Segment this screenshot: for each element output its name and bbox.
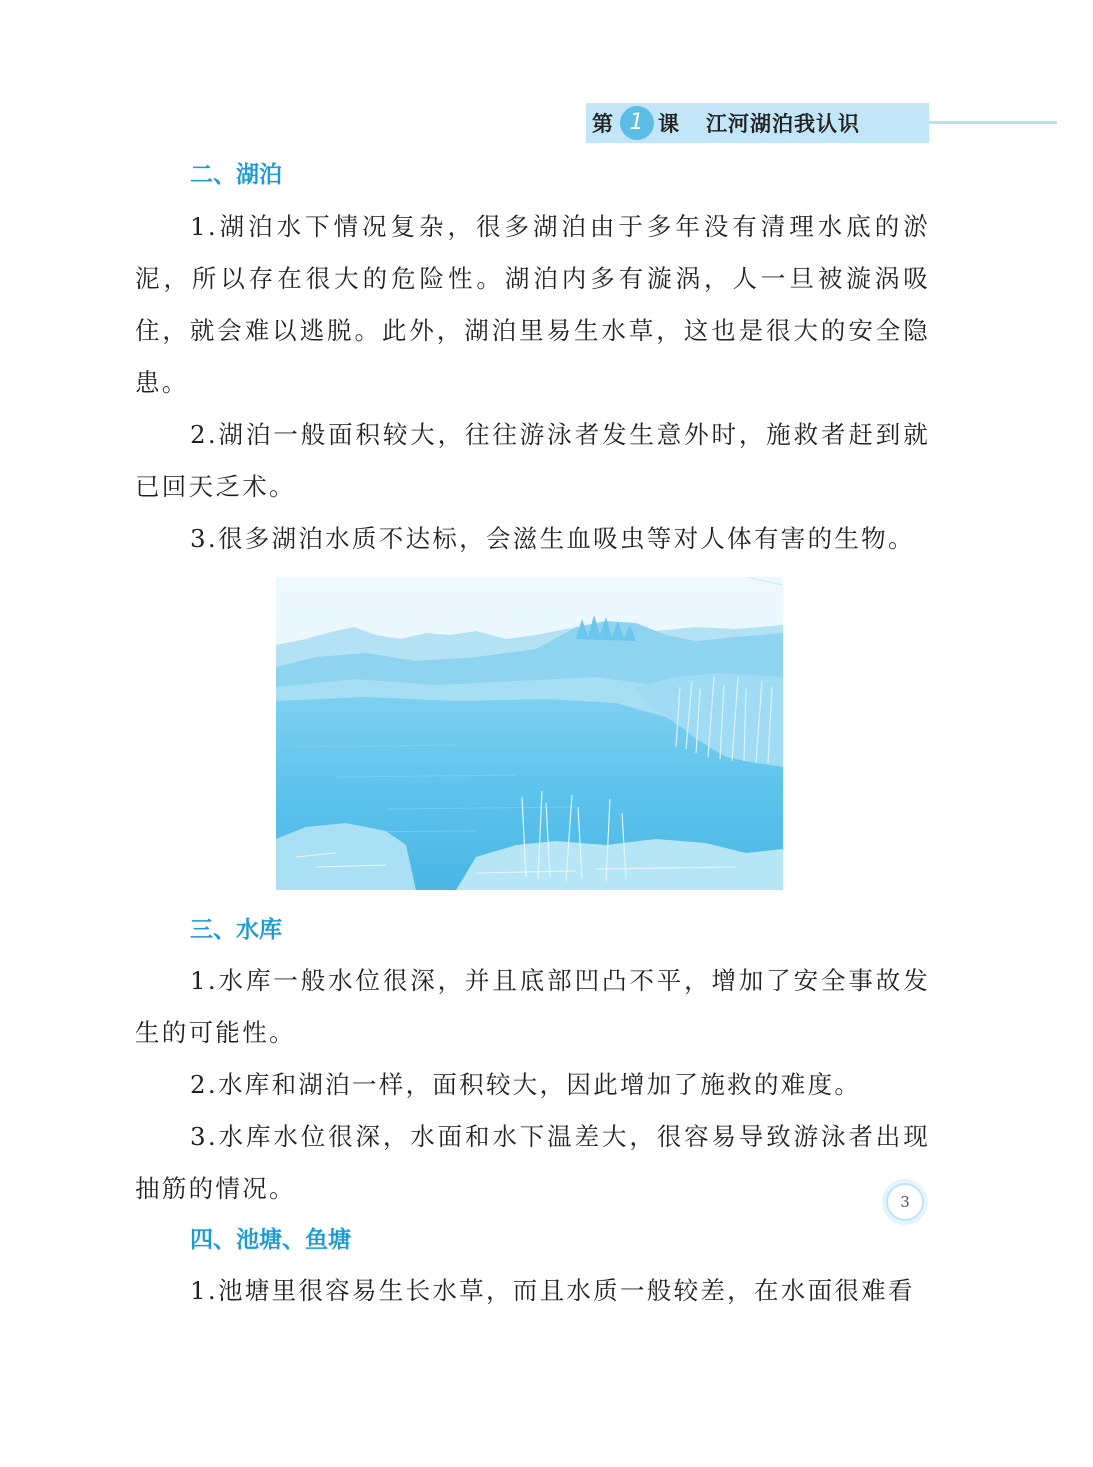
paragraph-lakes-2: 2.湖泊一般面积较大，往往游泳者发生意外时，施救者赶到就已回天乏术。: [135, 420, 930, 501]
section-heading-reservoirs: 三、水库: [190, 917, 282, 943]
page-number: 3: [886, 1183, 924, 1221]
lesson-prefix: 第: [592, 112, 614, 136]
paragraph-reservoirs-2: 2.水库和湖泊一样，面积较大，因此增加了施救的难度。: [190, 1070, 862, 1099]
lesson-suffix: 课: [658, 112, 680, 136]
paragraph-reservoirs-1: 1.水库一般水位很深，并且底部凹凸不平，增加了安全事故发生的可能性。: [135, 966, 930, 1047]
lesson-header: [592, 105, 860, 141]
lake-photo: [276, 577, 783, 890]
section-heading-ponds: 四、池塘、鱼塘: [190, 1227, 351, 1253]
paragraph-reservoirs-3: 3.水库水位很深，水面和水下温差大，很容易导致游泳者出现抽筋的情况。: [135, 1122, 930, 1203]
lesson-number-badge: 1: [620, 106, 654, 140]
header-rule: [929, 121, 1057, 124]
paragraph-lakes-1: 1.湖泊水下情况复杂，很多湖泊由于多年没有清理水底的淤泥，所以存在很大的危险性。湖泊内多有漩涡，人一旦被漩涡吸住，就会难以逃脱。此外，湖泊里易生水草，这也是很大的安全隐患。: [135, 212, 930, 397]
paragraph-lakes-3: 3.很多湖泊水质不达标，会滋生血吸虫等对人体有害的生物。: [190, 524, 915, 553]
paragraph-ponds-1: 1.池塘里很容易生长水草，而且水质一般较差，在水面很难看: [190, 1276, 915, 1305]
lesson-title: 江河湖泊我认识: [706, 112, 860, 136]
section-heading-lakes: 二、湖泊: [190, 162, 282, 188]
